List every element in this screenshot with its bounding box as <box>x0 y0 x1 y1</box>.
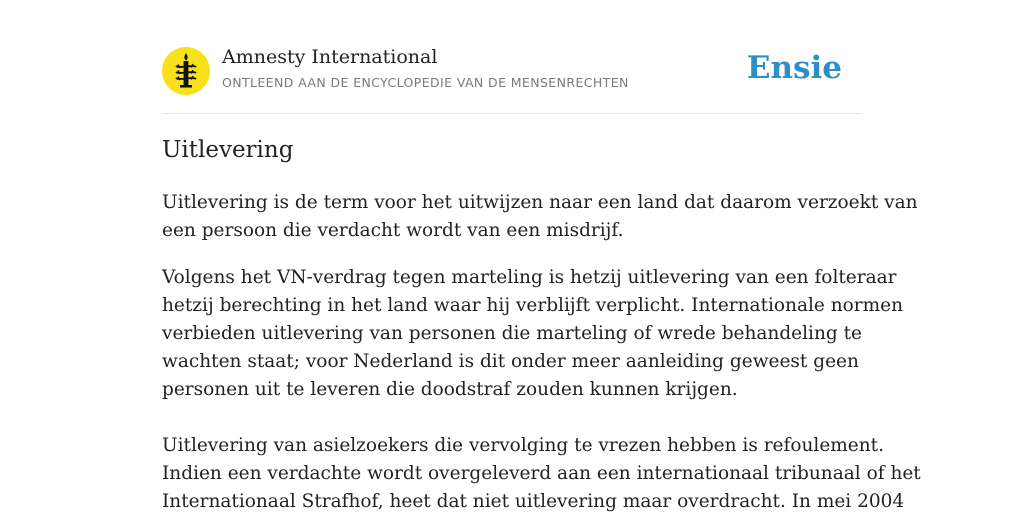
org-name[interactable]: Amnesty International <box>222 46 438 68</box>
paragraph-line: Uitlevering van asielzoekers die vervolging te vrezen hebben is refoulement. <box>162 435 884 456</box>
paragraph-line: Internationaal Strafhof, heet dat niet uitlevering maar overdracht. In mei 2004 <box>162 491 905 512</box>
paragraph-line: Indien een verdachte wordt overgeleverd aan een internationaal tribunaal of het <box>162 463 921 484</box>
ensie-logo[interactable]: Ensie <box>746 50 842 86</box>
paragraph-line: hetzij berechting in het land waar hij verblijft verplicht. Internationale normen <box>162 295 904 316</box>
paragraph-line: wachten staat; voor Nederland is dit onder meer aanleiding geweest geen <box>162 351 859 372</box>
article-body <box>162 189 921 512</box>
source-subtitle: ONTLEEND AAN DE ENCYCLOPEDIE VAN DE MENSENRECHTEN <box>222 75 629 90</box>
header <box>162 44 862 114</box>
article-title: Uitlevering <box>162 137 294 163</box>
paragraph-line: verbieden uitlevering van personen die marteling of wrede behandeling te <box>162 323 862 344</box>
amnesty-candle-icon <box>162 47 210 95</box>
paragraph-line: Uitlevering is de term voor het uitwijzen naar een land dat daarom verzoekt van <box>162 192 918 213</box>
paragraph-line: een persoon die verdacht wordt van een misdrijf. <box>162 220 624 241</box>
paragraph-line: personen uit te leveren die doodstraf zouden kunnen krijgen. <box>162 379 738 400</box>
paragraph-line: Volgens het VN-verdrag tegen marteling is hetzij uitlevering van een folteraar <box>162 267 897 288</box>
